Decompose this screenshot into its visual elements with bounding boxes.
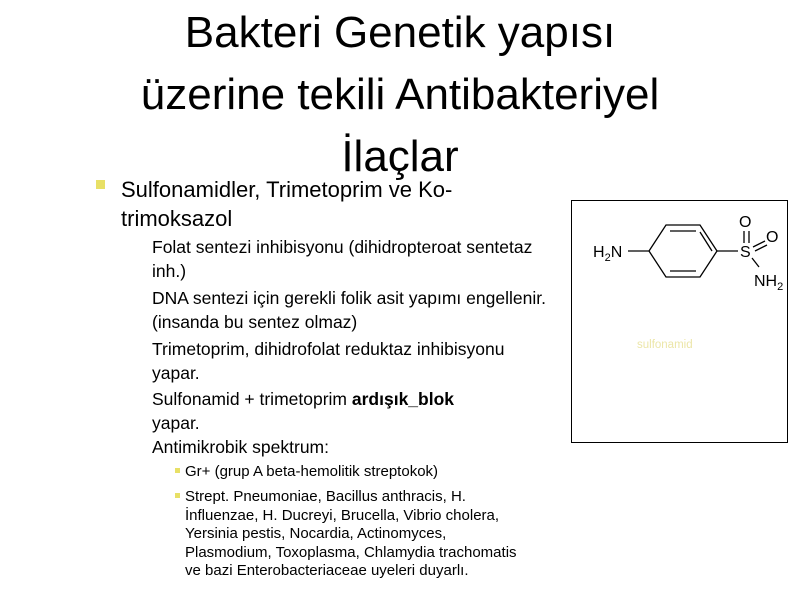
main-bullet-heading: Sulfonamidler, Trimetoprim ve Ko-trimoksazol [121, 177, 453, 231]
sulfur-label: S [740, 244, 751, 261]
list-item: Trimetoprim, dihidrofolat reduktaz inhibisyonu yapar. [152, 339, 505, 383]
sub-bullet-icon [175, 468, 180, 473]
oxygen-right-label: O [766, 229, 779, 246]
combo-bold-term: ardışık_blok [351, 389, 455, 409]
title-line-2: üzerine tekili Antibakteriyel [140, 70, 660, 119]
bullet-square-icon [96, 180, 105, 189]
list-item-combination [152, 387, 552, 435]
combo-prefix: Sulfonamid + trimetoprim [152, 389, 352, 409]
spectrum-item: Gr+ (grup A beta-hemolitik streptokok) [185, 463, 439, 480]
sub-bullet-icon [175, 493, 180, 498]
title-line-1: Bakteri Genetik yapısı [184, 8, 616, 57]
sulfonamide-structure-drawing [572, 201, 787, 442]
structure-caption: sulfonamid [637, 339, 693, 351]
list-item: DNA sentezi için gerekli folik asit yapımı engellenir. (insanda bu sentez olmaz) [152, 288, 546, 332]
oxygen-top-label: O [739, 214, 752, 231]
spectrum-item: Strept. Pneumoniae, Bacillus anthracis, H. İnfluenzae, H. Ducreyi, Brucella, Vibrio cholera, Yersinia pestis, Nocardia, Actinomyces, Plasmodium, Toxoplasma, Chlamydia trachomatis ve bazi Enterobacteriaceae uyeleri duyarlı. [185, 488, 517, 579]
slide-title [60, 2, 740, 188]
title-line-3: İlaçlar [341, 132, 459, 181]
nh2-label: $NH_2$ [754, 273, 784, 293]
spectrum-label: Antimikrobik spektrum: [152, 437, 329, 457]
sulfonamide-structure-figure [571, 200, 788, 443]
list-item: Folat sentezi inhibisyonu (dihidropteroat sentetaz inh.) [152, 237, 533, 281]
h2n-label: $H_2N$ [593, 244, 623, 264]
combo-suffix: yapar. [152, 413, 200, 433]
